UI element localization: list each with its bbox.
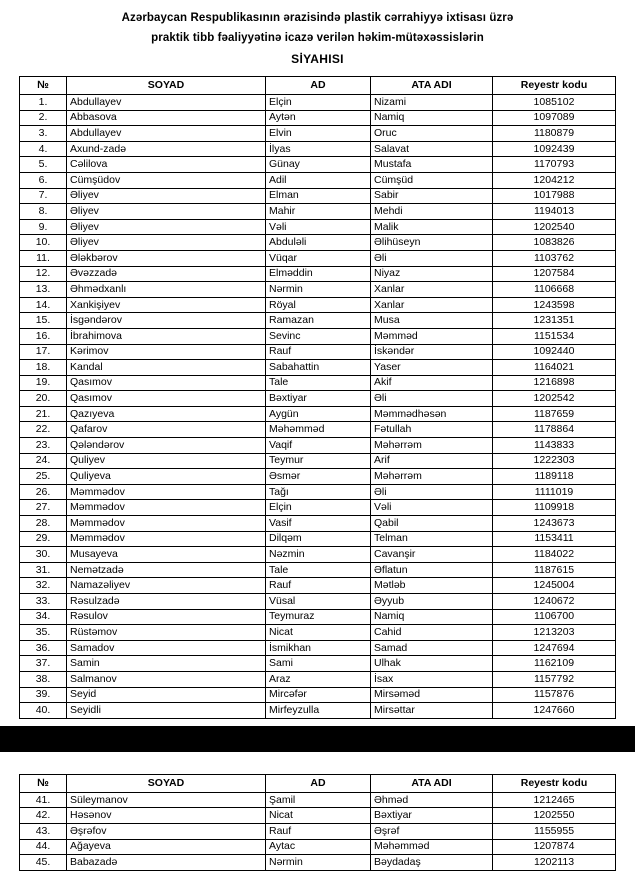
table-header-row [20,774,616,792]
cell-name: Teymur [266,453,371,469]
cell-patronymic: Ulhak [371,656,493,672]
table-row [20,500,616,516]
cell-surname: Əliyev [67,204,266,220]
cell-no: 25. [20,469,67,485]
table-row [20,297,616,313]
table-row [20,484,616,500]
cell-name: Rauf [266,578,371,594]
table-row [20,823,616,839]
registry-table-page-1 [19,76,616,719]
table-row [20,453,616,469]
cell-no: 39. [20,687,67,703]
cell-surname: Musayeva [67,547,266,563]
cell-name: Elçin [266,500,371,516]
cell-code: 1222303 [493,453,616,469]
table-row [20,671,616,687]
cell-patronymic: Yaser [371,360,493,376]
cell-surname: Seyidli [67,703,266,719]
cell-patronymic: Əli [371,484,493,500]
table-row [20,360,616,376]
cell-patronymic: Niyaz [371,266,493,282]
cell-surname: Həsənov [67,808,266,824]
cell-no: 32. [20,578,67,594]
cell-no: 38. [20,671,67,687]
table-row [20,656,616,672]
cell-no: 11. [20,250,67,266]
cell-name: Aygün [266,406,371,422]
cell-patronymic: İsax [371,671,493,687]
cell-code: 1202550 [493,808,616,824]
cell-patronymic: Əyyub [371,594,493,610]
cell-patronymic: İskəndər [371,344,493,360]
cell-name: Abduləli [266,235,371,251]
cell-patronymic: Telman [371,531,493,547]
cell-code: 1153411 [493,531,616,547]
table-row [20,250,616,266]
cell-surname: Qasımov [67,391,266,407]
cell-name: Sevinc [266,328,371,344]
cell-patronymic: Bəydadaş [371,855,493,871]
cell-name: Mircəfər [266,687,371,703]
cell-name: Araz [266,671,371,687]
cell-patronymic: Salavat [371,141,493,157]
column-header-patronymic: ATA ADI [371,774,493,792]
cell-surname: Süleymanov [67,792,266,808]
cell-name: Mahir [266,204,371,220]
cell-no: 44. [20,839,67,855]
cell-no: 40. [20,703,67,719]
cell-no: 37. [20,656,67,672]
cell-code: 1189118 [493,469,616,485]
cell-patronymic: Məmməd [371,328,493,344]
cell-surname: Əliyev [67,235,266,251]
table-row [20,344,616,360]
cell-name: Elməddin [266,266,371,282]
table-row [20,792,616,808]
cell-name: Rauf [266,823,371,839]
cell-code: 1109918 [493,500,616,516]
table-row [20,516,616,532]
cell-code: 1157876 [493,687,616,703]
registry-table-page-2 [19,774,616,871]
cell-code: 1143833 [493,438,616,454]
cell-code: 1111019 [493,484,616,500]
cell-surname: Əliyev [67,219,266,235]
cell-no: 35. [20,625,67,641]
cell-surname: Samin [67,656,266,672]
cell-no: 21. [20,406,67,422]
cell-no: 26. [20,484,67,500]
cell-surname: Babazadə [67,855,266,871]
table-row [20,157,616,173]
cell-name: Sabahattin [266,360,371,376]
cell-name: Dilqəm [266,531,371,547]
column-header-name: AD [266,77,371,95]
cell-surname: Kandal [67,360,266,376]
cell-no: 31. [20,562,67,578]
cell-no: 33. [20,594,67,610]
cell-no: 41. [20,792,67,808]
cell-patronymic: Xanlar [371,282,493,298]
cell-surname: Abbasova [67,110,266,126]
table-row [20,95,616,111]
table-row [20,375,616,391]
cell-code: 1202540 [493,219,616,235]
cell-code: 1247660 [493,703,616,719]
cell-surname: Rəsulov [67,609,266,625]
cell-no: 16. [20,328,67,344]
table-row [20,126,616,142]
cell-no: 30. [20,547,67,563]
cell-patronymic: Malik [371,219,493,235]
column-header-surname: SOYAD [67,774,266,792]
cell-no: 23. [20,438,67,454]
cell-patronymic: Əflatun [371,562,493,578]
cell-patronymic: Məmmədhəsən [371,406,493,422]
cell-no: 22. [20,422,67,438]
cell-code: 1240672 [493,594,616,610]
registry-table-page-2-wrap [0,768,635,871]
cell-name: Teymuraz [266,609,371,625]
cell-code: 1204212 [493,172,616,188]
cell-no: 12. [20,266,67,282]
cell-code: 1207874 [493,839,616,855]
cell-code: 1184022 [493,547,616,563]
cell-code: 1243673 [493,516,616,532]
cell-surname: Rəsulzadə [67,594,266,610]
cell-name: Bəxtiyar [266,391,371,407]
cell-surname: Məmmədov [67,531,266,547]
cell-name: Vüqar [266,250,371,266]
cell-code: 1212465 [493,792,616,808]
cell-surname: Ağayeva [67,839,266,855]
page-break-band [0,726,635,752]
column-header-patronymic: ATA ADI [371,77,493,95]
table-row [20,531,616,547]
cell-surname: Cəlilova [67,157,266,173]
cell-name: Rauf [266,344,371,360]
cell-patronymic: Samad [371,640,493,656]
table-row [20,188,616,204]
table-row [20,313,616,329]
cell-code: 1202542 [493,391,616,407]
cell-code: 1092440 [493,344,616,360]
cell-patronymic: Əli [371,391,493,407]
cell-code: 1106700 [493,609,616,625]
cell-name: Vaqif [266,438,371,454]
table-row [20,391,616,407]
document-title-block [0,0,635,72]
table-row [20,172,616,188]
cell-patronymic: Xanlar [371,297,493,313]
table-row [20,328,616,344]
cell-name: Tale [266,562,371,578]
cell-code: 1162109 [493,656,616,672]
cell-surname: Salmanov [67,671,266,687]
cell-surname: Əliyev [67,188,266,204]
cell-code: 1187615 [493,562,616,578]
cell-no: 1. [20,95,67,111]
cell-code: 1164021 [493,360,616,376]
cell-no: 45. [20,855,67,871]
cell-code: 1243598 [493,297,616,313]
table-row [20,578,616,594]
table-row [20,406,616,422]
cell-patronymic: Mətləb [371,578,493,594]
cell-name: İlyas [266,141,371,157]
cell-code: 1202113 [493,855,616,871]
cell-surname: Namazəliyev [67,578,266,594]
cell-patronymic: Bəxtiyar [371,808,493,824]
cell-no: 24. [20,453,67,469]
cell-code: 1106668 [493,282,616,298]
cell-name: Tağı [266,484,371,500]
cell-surname: Abdullayev [67,126,266,142]
cell-name: Sami [266,656,371,672]
cell-name: Vəli [266,219,371,235]
table-row [20,609,616,625]
cell-surname: Ələkbərov [67,250,266,266]
table-row [20,703,616,719]
cell-surname: Cümşüdov [67,172,266,188]
cell-surname: Kərimov [67,344,266,360]
cell-code: 1194013 [493,204,616,220]
table-row [20,547,616,563]
cell-name: Vüsal [266,594,371,610]
cell-no: 18. [20,360,67,376]
cell-patronymic: Musa [371,313,493,329]
cell-patronymic: Namiq [371,609,493,625]
table-row [20,469,616,485]
title-line-2: praktik tibb fəaliyyətinə icazə verilən həkim-mütəxəssislərin [151,32,484,44]
cell-no: 13. [20,282,67,298]
cell-name: Nərmin [266,855,371,871]
cell-surname: Qazıyeva [67,406,266,422]
cell-name: Məhəmməd [266,422,371,438]
cell-patronymic: Mehdi [371,204,493,220]
cell-no: 20. [20,391,67,407]
cell-no: 15. [20,313,67,329]
cell-surname: Nemətzadə [67,562,266,578]
cell-patronymic: Əlihüseyn [371,235,493,251]
table-row [20,839,616,855]
cell-surname: İbrahimova [67,328,266,344]
cell-surname: Xankişiyev [67,297,266,313]
cell-surname: İsgəndərov [67,313,266,329]
cell-code: 1207584 [493,266,616,282]
cell-surname: Axund-zadə [67,141,266,157]
cell-code: 1157792 [493,671,616,687]
table-row [20,625,616,641]
cell-code: 1180879 [493,126,616,142]
cell-patronymic: Vəli [371,500,493,516]
cell-code: 1097089 [493,110,616,126]
cell-patronymic: Məhəmməd [371,839,493,855]
cell-code: 1213203 [493,625,616,641]
cell-name: Ramazan [266,313,371,329]
cell-name: Aytən [266,110,371,126]
cell-no: 10. [20,235,67,251]
cell-patronymic: Sabir [371,188,493,204]
table-row [20,808,616,824]
cell-name: Şamil [266,792,371,808]
cell-name: Nərmin [266,282,371,298]
cell-name: Elçin [266,95,371,111]
cell-no: 36. [20,640,67,656]
cell-no: 34. [20,609,67,625]
cell-surname: Əvəzzadə [67,266,266,282]
cell-surname: Əhmədxanlı [67,282,266,298]
cell-no: 29. [20,531,67,547]
cell-code: 1103762 [493,250,616,266]
table-row [20,110,616,126]
page-gap [0,752,635,768]
cell-code: 1245004 [493,578,616,594]
cell-patronymic: Arif [371,453,493,469]
table-row [20,235,616,251]
cell-name: Adil [266,172,371,188]
column-header-name: AD [266,774,371,792]
cell-no: 43. [20,823,67,839]
cell-surname: Quliyeva [67,469,266,485]
cell-no: 27. [20,500,67,516]
column-header-no: № [20,774,67,792]
cell-no: 4. [20,141,67,157]
cell-patronymic: Namiq [371,110,493,126]
cell-patronymic: Qabil [371,516,493,532]
cell-name: Elman [266,188,371,204]
cell-patronymic: Mirsəməd [371,687,493,703]
cell-patronymic: Cavanşir [371,547,493,563]
cell-patronymic: Cahid [371,625,493,641]
cell-no: 3. [20,126,67,142]
table-row [20,687,616,703]
table-row [20,562,616,578]
cell-no: 8. [20,204,67,220]
column-header-code: Reyestr kodu [493,774,616,792]
cell-code: 1178864 [493,422,616,438]
cell-code: 1170793 [493,157,616,173]
cell-patronymic: Əhməd [371,792,493,808]
cell-surname: Əşrəfov [67,823,266,839]
cell-no: 6. [20,172,67,188]
cell-name: Aytac [266,839,371,855]
cell-name: Talе [266,375,371,391]
cell-patronymic: Cümşüd [371,172,493,188]
column-header-surname: SOYAD [67,77,266,95]
cell-code: 1151534 [493,328,616,344]
cell-surname: Qafarov [67,422,266,438]
cell-surname: Samadov [67,640,266,656]
cell-name: İsmikhan [266,640,371,656]
cell-code: 1247694 [493,640,616,656]
cell-name: Röyal [266,297,371,313]
table-row [20,422,616,438]
cell-no: 17. [20,344,67,360]
table-row [20,141,616,157]
cell-patronymic: Mustafa [371,157,493,173]
cell-patronymic: Məhərrəm [371,469,493,485]
cell-patronymic: Fətullah [371,422,493,438]
table-row [20,855,616,871]
cell-code: 1231351 [493,313,616,329]
cell-patronymic: Məhərrəm [371,438,493,454]
table-row [20,438,616,454]
cell-no: 7. [20,188,67,204]
cell-name: Mirfeyzulla [266,703,371,719]
cell-code: 1187659 [493,406,616,422]
cell-code: 1092439 [493,141,616,157]
table-row [20,282,616,298]
cell-surname: Qələndərov [67,438,266,454]
cell-surname: Abdullayev [67,95,266,111]
column-header-no: № [20,77,67,95]
cell-no: 28. [20,516,67,532]
cell-no: 19. [20,375,67,391]
table-row [20,640,616,656]
cell-name: Vasif [266,516,371,532]
cell-name: Əsmər [266,469,371,485]
cell-patronymic: Nizami [371,95,493,111]
cell-patronymic: Əşrəf [371,823,493,839]
table-row [20,594,616,610]
title-subtitle: SİYAHISI [291,52,344,66]
cell-no: 5. [20,157,67,173]
table-row [20,204,616,220]
cell-surname: Məmmədov [67,484,266,500]
cell-name: Elvin [266,126,371,142]
cell-name: Günay [266,157,371,173]
cell-surname: Məmmədov [67,500,266,516]
cell-no: 42. [20,808,67,824]
cell-name: Nicat [266,625,371,641]
cell-no: 2. [20,110,67,126]
cell-patronymic: Akif [371,375,493,391]
table-row [20,266,616,282]
title-line-1: Azərbaycan Respublikasının ərazisində plastik cərrahiyyə ixtisası üzrə [121,12,514,24]
cell-no: 14. [20,297,67,313]
cell-surname: Məmmədov [67,516,266,532]
cell-code: 1155955 [493,823,616,839]
cell-name: Nəzmin [266,547,371,563]
cell-surname: Quliyev [67,453,266,469]
cell-no: 9. [20,219,67,235]
cell-surname: Qasımov [67,375,266,391]
cell-code: 1085102 [493,95,616,111]
column-header-code: Reyestr kodu [493,77,616,95]
cell-name: Nicat [266,808,371,824]
cell-surname: Rüstəmov [67,625,266,641]
cell-code: 1083826 [493,235,616,251]
cell-code: 1017988 [493,188,616,204]
table-header-row [20,77,616,95]
cell-patronymic: Oruc [371,126,493,142]
cell-surname: Seyid [67,687,266,703]
table-row [20,219,616,235]
cell-patronymic: Əli [371,250,493,266]
cell-patronymic: Mirsəttar [371,703,493,719]
cell-code: 1216898 [493,375,616,391]
